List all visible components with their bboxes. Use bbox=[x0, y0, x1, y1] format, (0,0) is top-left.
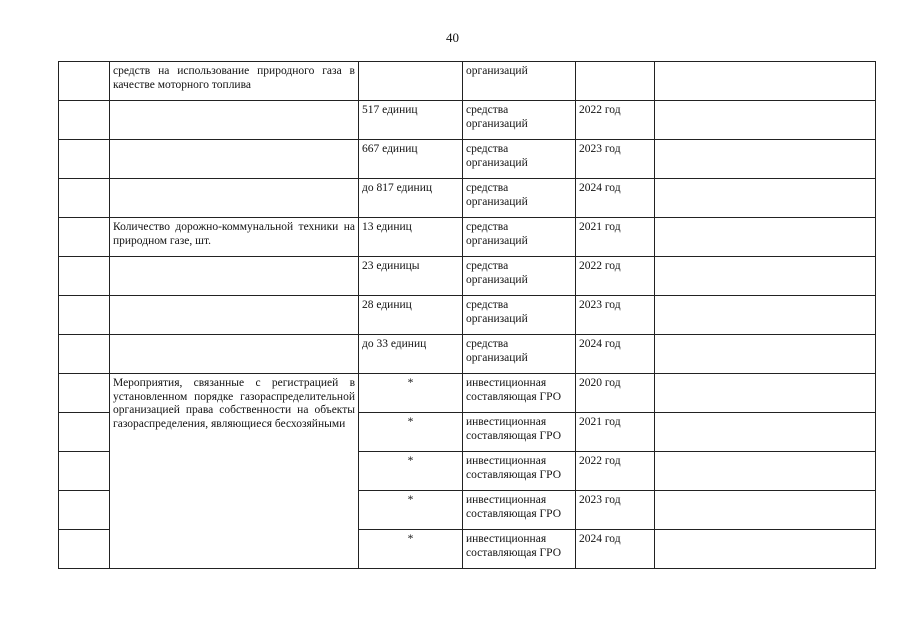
table-row bbox=[59, 296, 876, 335]
page-number: 40 bbox=[446, 30, 459, 45]
table-row bbox=[59, 62, 876, 101]
year-cell: 2020 год bbox=[576, 374, 655, 413]
source-cell: средства организаций bbox=[463, 140, 576, 179]
table-row bbox=[59, 140, 876, 179]
table-row bbox=[59, 335, 876, 374]
extra-cell bbox=[655, 218, 876, 257]
value-cell: * bbox=[359, 413, 463, 452]
row-number-cell bbox=[59, 530, 110, 569]
description-cell: Количество дорожно-коммунальной техники на природном газе, шт. bbox=[110, 218, 359, 257]
row-number-cell bbox=[59, 413, 110, 452]
year-cell bbox=[576, 62, 655, 101]
extra-cell bbox=[655, 179, 876, 218]
row-number-cell bbox=[59, 296, 110, 335]
row-number-cell bbox=[59, 140, 110, 179]
value-cell: * bbox=[359, 374, 463, 413]
row-number-cell bbox=[59, 335, 110, 374]
extra-cell bbox=[655, 530, 876, 569]
row-number-cell bbox=[59, 62, 110, 101]
row-number-cell bbox=[59, 101, 110, 140]
table-row bbox=[59, 374, 876, 413]
source-cell: средства организаций bbox=[463, 257, 576, 296]
value-cell bbox=[359, 62, 463, 101]
table-row bbox=[59, 179, 876, 218]
source-cell: инвестиционная составляющая ГРО bbox=[463, 452, 576, 491]
year-cell: 2023 год bbox=[576, 296, 655, 335]
extra-cell bbox=[655, 491, 876, 530]
value-cell: * bbox=[359, 491, 463, 530]
row-number-cell bbox=[59, 257, 110, 296]
extra-cell bbox=[655, 140, 876, 179]
description-cell bbox=[110, 179, 359, 218]
source-cell: средства организаций bbox=[463, 101, 576, 140]
description-cell bbox=[110, 101, 359, 140]
source-cell: инвестиционная составляющая ГРО bbox=[463, 491, 576, 530]
table-row bbox=[59, 218, 876, 257]
extra-cell bbox=[655, 257, 876, 296]
extra-cell bbox=[655, 101, 876, 140]
extra-cell bbox=[655, 413, 876, 452]
source-cell: средства организаций bbox=[463, 296, 576, 335]
table-row bbox=[59, 257, 876, 296]
row-number-cell bbox=[59, 374, 110, 413]
extra-cell bbox=[655, 296, 876, 335]
extra-cell bbox=[655, 62, 876, 101]
source-cell: средства организаций bbox=[463, 335, 576, 374]
value-cell: до 33 единиц bbox=[359, 335, 463, 374]
value-cell: 517 единиц bbox=[359, 101, 463, 140]
value-cell: * bbox=[359, 452, 463, 491]
source-cell: инвестиционная составляющая ГРО bbox=[463, 413, 576, 452]
description-cell: средств на использование природного газа в качестве моторного топлива bbox=[110, 62, 359, 101]
description-cell bbox=[110, 335, 359, 374]
year-cell: 2022 год bbox=[576, 257, 655, 296]
year-cell: 2022 год bbox=[576, 452, 655, 491]
year-cell: 2023 год bbox=[576, 140, 655, 179]
value-cell: * bbox=[359, 530, 463, 569]
value-cell: 13 единиц bbox=[359, 218, 463, 257]
description-cell bbox=[110, 140, 359, 179]
source-cell: инвестиционная составляющая ГРО bbox=[463, 374, 576, 413]
year-cell: 2024 год bbox=[576, 179, 655, 218]
row-number-cell bbox=[59, 218, 110, 257]
extra-cell bbox=[655, 335, 876, 374]
value-cell: до 817 единиц bbox=[359, 179, 463, 218]
year-cell: 2021 год bbox=[576, 218, 655, 257]
value-cell: 28 единиц bbox=[359, 296, 463, 335]
description-cell bbox=[110, 296, 359, 335]
year-cell: 2022 год bbox=[576, 101, 655, 140]
value-cell: 667 единиц bbox=[359, 140, 463, 179]
year-cell: 2021 год bbox=[576, 413, 655, 452]
source-cell: средства организаций bbox=[463, 218, 576, 257]
year-cell: 2024 год bbox=[576, 530, 655, 569]
description-cell bbox=[110, 257, 359, 296]
description-cell: Мероприятия, связанные с регистрацией в установленном порядке газораспределительной организацией права собственности на объекты газораспределения, являющиеся бесхозяйными bbox=[110, 374, 359, 569]
source-cell: средства организаций bbox=[463, 179, 576, 218]
source-cell: организаций bbox=[463, 62, 576, 101]
year-cell: 2024 год bbox=[576, 335, 655, 374]
extra-cell bbox=[655, 452, 876, 491]
row-number-cell bbox=[59, 452, 110, 491]
extra-cell bbox=[655, 374, 876, 413]
row-number-cell bbox=[59, 491, 110, 530]
indicators-table bbox=[58, 61, 876, 569]
value-cell: 23 единицы bbox=[359, 257, 463, 296]
year-cell: 2023 год bbox=[576, 491, 655, 530]
source-cell: инвестиционная составляющая ГРО bbox=[463, 530, 576, 569]
row-number-cell bbox=[59, 179, 110, 218]
table-row bbox=[59, 101, 876, 140]
